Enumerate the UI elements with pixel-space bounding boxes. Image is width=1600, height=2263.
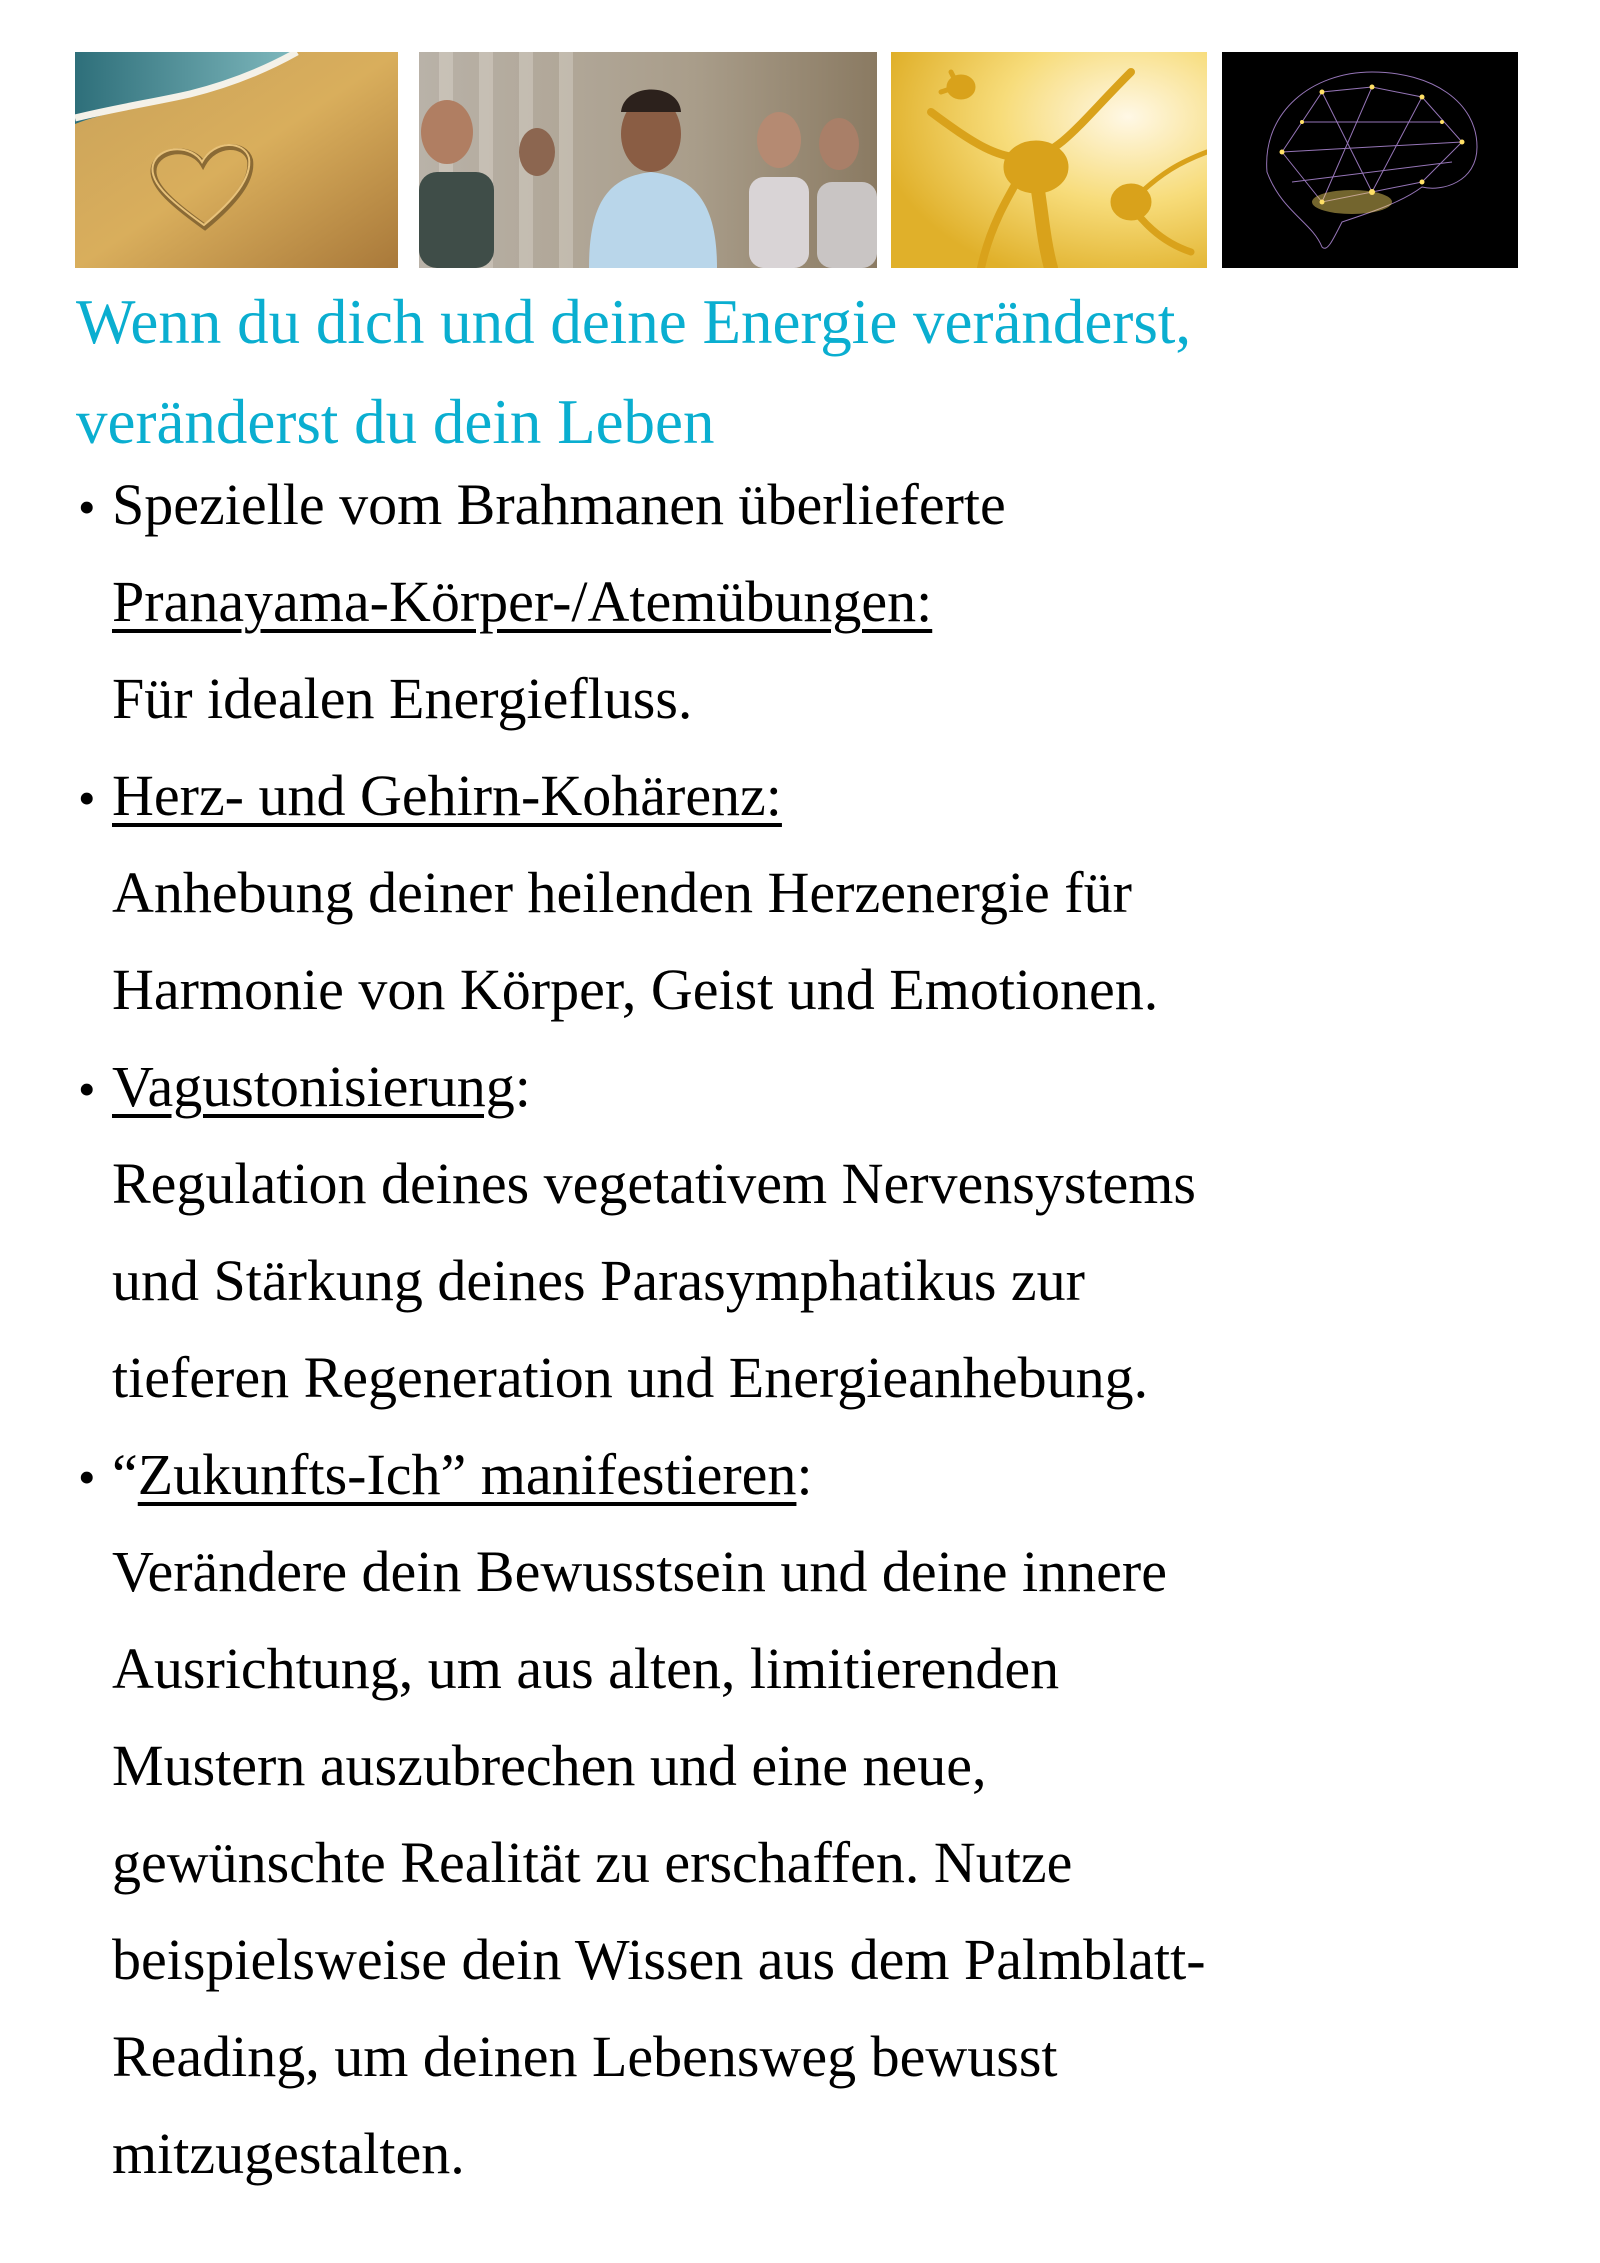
item-title-suffix: : [514, 1054, 531, 1119]
item-title-suffix: : [796, 1442, 813, 1507]
item-title: Herz- und Gehirn-Kohärenz: [112, 763, 782, 828]
golden-neurons-image [891, 52, 1207, 268]
heart-in-sand-image [75, 52, 398, 268]
list-item-1-intro [78, 470, 1006, 540]
bullet-icon: • [78, 479, 96, 535]
list-item-4-line-4: gewünschte Realität zu erschaffen. Nutze [112, 1830, 1073, 1895]
bullet-icon: • [78, 1061, 96, 1117]
list-item-1-title [112, 567, 932, 637]
list-item-2-title [78, 761, 782, 831]
list-item-4-line-6: Reading, um deinen Lebensweg bewusst [112, 2024, 1058, 2089]
heading-line-1: Wenn du dich und deine Energie veränderst, [76, 287, 1192, 357]
list-item-1-line-1: Für idealen Energiefluss. [112, 666, 693, 731]
item-intro-text: Spezielle vom Brahmanen überlieferte [112, 472, 1006, 537]
list-item-3-title [78, 1052, 531, 1122]
heading-line-2: veränderst du dein Leben [76, 387, 715, 457]
item-title: Pranayama-Körper-/Atemübungen: [112, 569, 933, 634]
list-item-4-title [78, 1440, 813, 1510]
list-item-3-line-3: tieferen Regeneration und Energieanhebung. [112, 1345, 1149, 1410]
list-item-4-line-3: Mustern auszubrechen und eine neue, [112, 1733, 987, 1798]
list-item-4-line-5: beispielsweise dein Wissen aus dem Palmblatt- [112, 1927, 1206, 1992]
list-item-2-line-1: Anhebung deiner heilenden Herzenergie für [112, 860, 1132, 925]
list-item-3-line-1: Regulation deines vegetativem Nervensystems [112, 1151, 1196, 1216]
brain-network-image [1222, 52, 1518, 268]
page-heading [76, 272, 1576, 472]
list-item-4-line-7: mitzugestalten. [112, 2121, 465, 2186]
list-item-4-line-2: Ausrichtung, um aus alten, limitierenden [112, 1636, 1060, 1701]
group-meditation-image [419, 52, 877, 268]
list-item-3-line-2: und Stärkung deines Parasymphatikus zur [112, 1248, 1085, 1313]
item-title: Vagustonisierung [112, 1054, 515, 1119]
list-item-4-line-1: Verändere dein Bewusstsein und deine innere [112, 1539, 1167, 1604]
item-title: Zukunfts-Ich” manifestieren [137, 1442, 797, 1507]
bullet-icon: • [78, 1449, 96, 1505]
bullet-icon: • [78, 770, 96, 826]
list-item-2-line-2: Harmonie von Körper, Geist und Emotionen. [112, 957, 1159, 1022]
item-open-quote: “ [112, 1442, 138, 1507]
